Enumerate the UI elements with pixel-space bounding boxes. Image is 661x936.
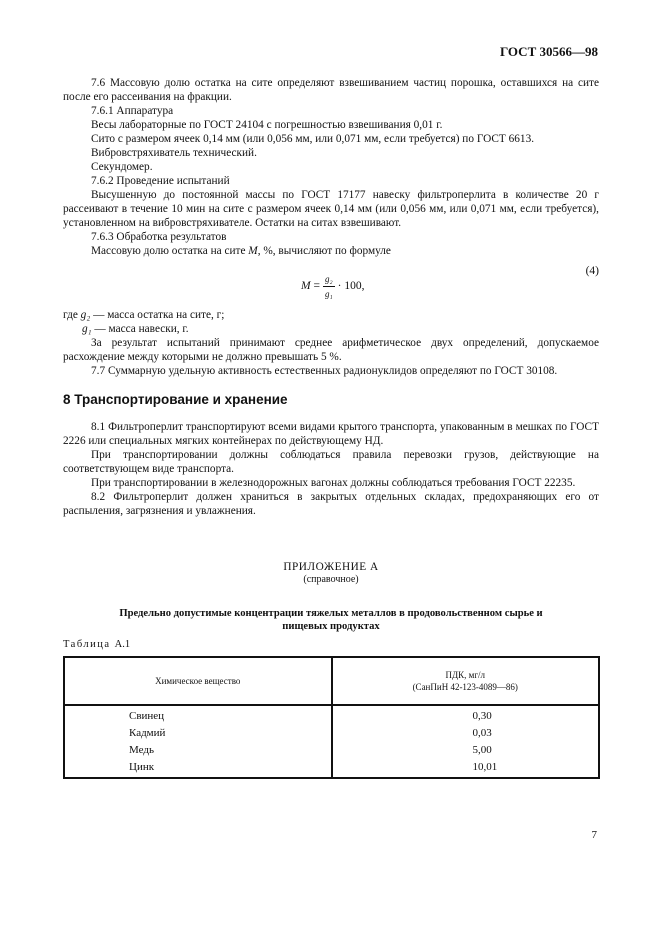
paragraph-result: За результат испытаний принимают среднее арифметическое двух определений, допускаемое расхождение между которыми не должно превышать 5 %. xyxy=(63,337,599,363)
paragraph-8-2: 8.2 Фильтроперлит должен храниться в закрытых отдельных складах, предохраняющих его от распыления, загрязнения и увлажнения. xyxy=(63,491,599,517)
heading-7-6-2: 7.6.2 Проведение испытаний xyxy=(91,175,230,187)
document-header: ГОСТ 30566—98 xyxy=(499,44,598,59)
formula-4 xyxy=(63,264,599,306)
paragraph-sieve: Сито с размером ячеек 0,14 мм (или 0,056 мм, или 0,071 мм, если требуется) по ГОСТ 6613. xyxy=(91,133,535,145)
table-row xyxy=(64,740,599,757)
document-body xyxy=(63,76,599,518)
appendix-heading: Предельно допустимые концентрации тяжелых металлов в продовольственном сырье и пищевых продуктах xyxy=(119,608,543,632)
column-header-mpc: ПДК, мг/л (СанПиН 42-123-4089—86) xyxy=(332,657,600,705)
paragraph-scales: Весы лабораторные по ГОСТ 24104 с погрешностью взвешивания 0,01 г. xyxy=(91,119,443,131)
paragraph-procedure: Высушенную до постоянной массы по ГОСТ 17177 навеску фильтроперлита в количестве 20 г рассеивают в течение 10 мин на сите с размером ячеек 0,14 мм (или 0,056 мм, или 0,071 мм, если требуется), установленном на вибровстряхивателе. Остатки на ситах взвешивают. xyxy=(63,189,599,229)
paragraph-7-6: 7.6 Массовую долю остатка на сите определяют взвешиванием частиц порошка, оставшихся на сите после его рассеивания на фракции. xyxy=(63,77,599,103)
formula-fraction xyxy=(323,272,335,301)
section-8-title: 8 Транспортирование и хранение xyxy=(63,392,288,407)
table-row xyxy=(64,705,599,723)
paragraph-stopwatch: Секундомер. xyxy=(91,161,153,173)
mpc-value-cell: 5,00 xyxy=(332,740,600,757)
paragraph-8-1-rail: При транспортировании в железнодорожных вагонах должны соблюдаться требования ГОСТ 22235. xyxy=(91,477,576,489)
formula-intro: Массовую долю остатка на сите М, %, вычисляют по формуле xyxy=(91,245,391,257)
table-caption: Таблица А.1 xyxy=(63,639,131,650)
appendix-title: ПРИЛОЖЕНИЕ А xyxy=(283,561,379,573)
mpc-value-cell: 0,30 xyxy=(332,705,600,723)
table-header-row xyxy=(64,657,599,705)
heading-7-6-3: 7.6.3 Обработка результатов xyxy=(91,231,227,243)
where-line-1: где g₂ — масса остатка на сите, г; xyxy=(63,309,225,321)
where-line-2: g₁ — масса навески, г. xyxy=(82,323,189,335)
substance-cell: Свинец xyxy=(64,705,332,723)
paragraph-7-7: 7.7 Суммарную удельную активность естественных радионуклидов определяют по ГОСТ 30108. xyxy=(91,365,558,377)
appendix-block xyxy=(63,561,599,633)
mpc-value-cell: 10,01 xyxy=(332,757,600,778)
substance-cell: Медь xyxy=(64,740,332,757)
formula-numerator: g₂ xyxy=(323,272,335,287)
paragraph-8-1: 8.1 Фильтроперлит транспортируют всеми видами крытого транспорта, упакованным в мешках по ГОСТ 2226 или специальных мягких контейнерах по действующему НД. xyxy=(63,421,599,447)
formula-expression: М = $\frac{\text{g₂}}{\text{g₁}}$ · 100, xyxy=(301,274,365,299)
paragraph-8-1-rules: При транспортировании должны соблюдаться правила перевозки грузов, действующие на соответствующем виде транспорта. xyxy=(63,449,599,475)
substance-cell: Кадмий xyxy=(64,723,332,740)
mpc-value-cell: 0,03 xyxy=(332,723,600,740)
substance-cell: Цинк xyxy=(64,757,332,778)
mpc-table xyxy=(63,656,600,779)
formula-denominator: g₁ xyxy=(324,289,333,299)
table-row xyxy=(64,723,599,740)
formula-number: (4) xyxy=(585,265,599,277)
paragraph-shaker: Вибровстряхиватель технический. xyxy=(91,147,257,159)
page-number: 7 xyxy=(591,829,597,841)
appendix-subtitle: (справочное) xyxy=(303,574,359,585)
column-header-substance: Химическое вещество xyxy=(64,657,332,705)
heading-7-6-1: 7.6.1 Аппаратура xyxy=(91,105,174,117)
table-row xyxy=(64,757,599,778)
